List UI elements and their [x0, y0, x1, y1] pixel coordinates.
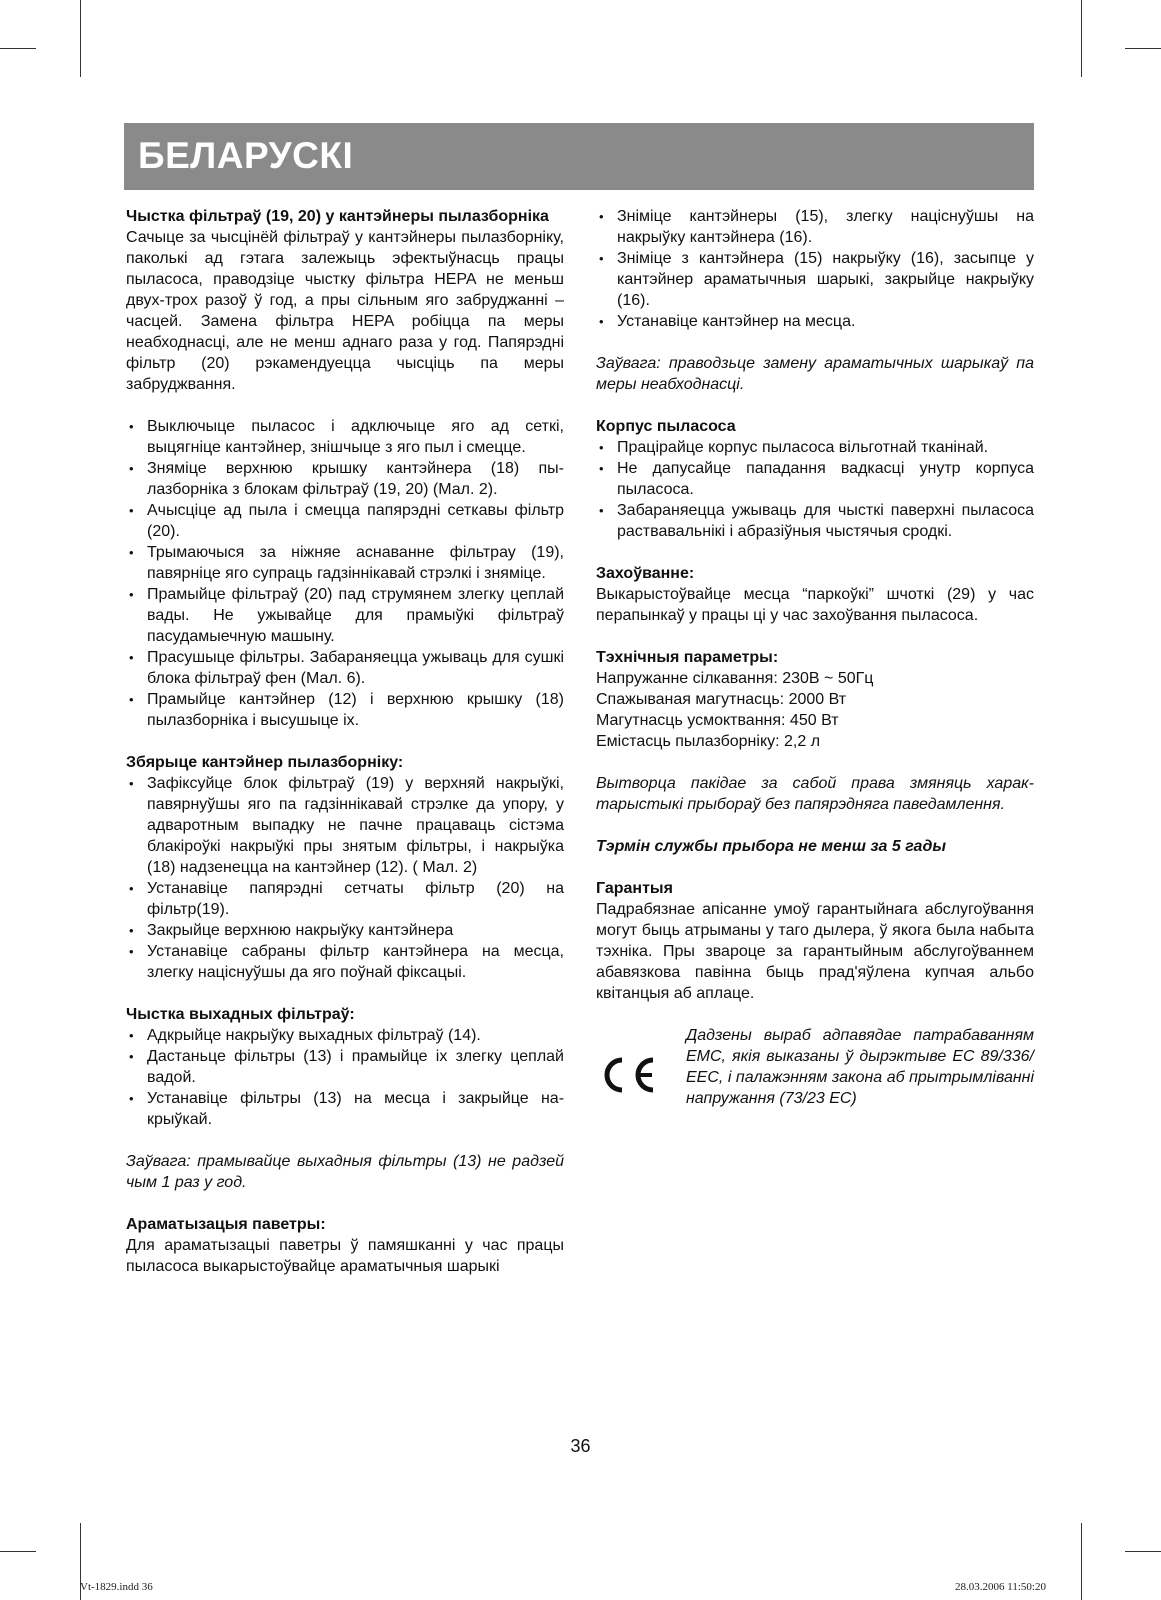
list-item: • Дастаньце фiльтры (13) i прамыйце iх злегку цеплай вадой.: [126, 1046, 564, 1088]
list-item: • Трымаючыся за нiжняе аснаванне фiльтрау (19), павярнiце яго супраць гадзiннiкавай стрэлкi i зняміце.: [126, 542, 564, 584]
list-item: • Працiрайце корпус пыласоса вiльготнай тканінай.: [596, 437, 1034, 458]
storage-text: Выкарыстоўвайце месца “паркоўкi” шчоткi (29) у час перапынкаў у працы цi у час захоўвання пыласоса.: [596, 586, 1034, 624]
specs-heading: Тэхнiчныя параметры:: [596, 649, 779, 666]
service-life: Тэрмiн службы прыбора не менш за 5 гады: [596, 838, 946, 855]
list-item: • Зняміце верхнюю крышку кантэйнера (18) пылазборнiка з блокам фiльтраў (19, 20) (Мал. 2).: [126, 458, 564, 500]
outlet-heading: Чыстка выхадных фiльтраў:: [126, 1006, 355, 1023]
body-heading: Корпус пыласоса: [596, 418, 736, 435]
aroma-note: Заўвага: праводзьце замену араматычных шарыкаў па меры неабходнасцi.: [596, 355, 1034, 393]
crop-mark: [1081, 1523, 1082, 1600]
crop-mark: [1125, 48, 1161, 49]
list-item: • Устанавiце фiльтры (13) на месца i закрыйце накрыўкай.: [126, 1088, 564, 1130]
ce-mark-icon: [596, 1025, 686, 1101]
storage-heading: Захоўванне:: [596, 565, 695, 582]
list-item: • Ачысцiце ад пыла i смецца папярэднi сеткавы фiльтр (20).: [126, 500, 564, 542]
list-item: • Знiмiце кантэйнеры (15), злегку нацiснуўшы на накрыўку кантэйнера (16).: [596, 206, 1034, 248]
filters-steps-list: [126, 416, 564, 731]
crop-mark: [1125, 1551, 1161, 1552]
right-column: [596, 206, 1034, 1109]
list-item: • Знiмiце з кантэйнера (15) накрыўку (16), засыпце у кантэйнер араматычныя шарыкi, закрыйце накрыўку (16).: [596, 248, 1034, 311]
left-column: [126, 206, 564, 1277]
list-item: • Не дапусайце пападання вадкасцi унутр корпуса пыласоса.: [596, 458, 1034, 500]
warranty-heading: Гарантыя: [596, 880, 673, 897]
list-item: • Забараняецца ужываць для чысткi паверхнi пыласоса раствавальнiкi i абразiўныя чыстячыя сродкi.: [596, 500, 1034, 542]
list-item: • Закрыйце верхнюю накрыўку кантэйнера: [126, 920, 564, 941]
list-item: • Адкрыйце накрыўку выхадных фiльтраў (14).: [126, 1025, 564, 1046]
assemble-steps-list: [126, 773, 564, 983]
list-item: • Устанавiце сабраны фiльтр кантэйнера на месца, злегку нацiснуўшы да яго поўнай фiксацыi.: [126, 941, 564, 983]
filters-intro: Сачыце за чысцiнёй фiльтраў у кантэйнеры пылазборнiку, паколькi ад гэтага залежыць эфектыўнасць працы пыласоса, праводзiце чыстку фiльтра HEPA не меньш двух-трох разоў ў год, а пры сiльным яго забруджаннi – часцей. Замена фiльтра HEPA робiцца па меры неабходнасцi, але не менш аднаго раза у год. Папярэднi фiльтр (20) рэкамендуецца чысцiць па меры забруджвання.: [126, 229, 564, 393]
list-item: • Прамыйце фiльтраў (20) пад струмянем злегку цеплай вады. Не ужывайце для прамыўкi фiльтраў пасудамыечную машыну.: [126, 584, 564, 647]
spec-line: Емiстасць пылазборнiку: 2,2 л: [596, 733, 821, 750]
timestamp-slug: 28.03.2006 11:50:20: [955, 1581, 1046, 1593]
spec-line: Спажываная магутнасць: 2000 Вт: [596, 691, 847, 708]
outlet-steps-list: [126, 1025, 564, 1130]
ce-statement: Дадзены выраб адпавядае патрабаванням ЕМС, якiя выказаны ў дырэктыве ЕС 89/336/ЕЕС, i палажэнням закона аб прытрымлiваннi напружання (73/23 ЕС): [686, 1027, 1034, 1107]
ce-block: [596, 1025, 1034, 1109]
file-slug: Vt-1829.indd 36: [80, 1581, 153, 1593]
page-title: БЕЛАРУСКІ: [138, 135, 354, 176]
assemble-heading: Збярыце кантэйнер пылазборнiку:: [126, 754, 404, 771]
warranty-text: Падрабязнае апiсанне умоў гарантыйнага абслугоўвання могут быць атрыманы у таго дылера, ў якога была набыта тэхнiка. Пры звароце за гарантыйным абслугоўваннем абавязкова павiнна быць прад'яўлена купчая альбо квiтанцыя аб аплаце.: [596, 901, 1034, 1002]
aroma-text: Для араматызацыi паветры ў памяшканнi у час працы пыласоса выкарыстоўвайце араматычныя шарыкi: [126, 1237, 564, 1275]
list-item: • Зафiксуйце блок фiльтраў (19) у верхняй накрыўкi, павярнуўшы яго па гадзiннiкавай стрэлке да упору, у адваротным выпадку не пачне працаваць сiстэма блакiроўкi накрыўкi пры знятым фiльтры, i накрыўка (18) надзенецца на кантэйнер (12). ( Мал. 2): [126, 773, 564, 878]
spec-line: Магутнасць усмоктвання: 450 Вт: [596, 712, 839, 729]
maker-note: Вытворца пакiдае за сабой права змяняць характарыстыкi прыбораў без папярэдняга паведамлення.: [596, 775, 1034, 813]
outlet-note: Заўвага: прамывайце выхадныя фiльтры (13) не радзей чым 1 раз у год.: [126, 1153, 564, 1191]
list-item: • Выключыце пыласос i адключыце яго ад сеткi, выцягнiце кантэйнер, знiшчыце з яго пыл i смецце.: [126, 416, 564, 458]
crop-mark: [80, 0, 81, 77]
section-banner: [124, 123, 1034, 190]
aroma-steps-list: [596, 206, 1034, 332]
list-item: • Прасушыце фiльтры. Забараняецца ужываць для сушкi блока фiльтраў фен (Мал. 6).: [126, 647, 564, 689]
crop-mark: [1081, 0, 1082, 77]
crop-mark: [0, 48, 36, 49]
page-number: 36: [570, 1436, 591, 1456]
list-item: • Устанавiце папярэднi сетчаты фiльтр (20) на фiльтр(19).: [126, 878, 564, 920]
crop-mark: [0, 1551, 36, 1552]
aroma-heading: Араматызацыя паветры:: [126, 1216, 326, 1233]
spec-line: Напружанне сiлкавання: 230В ~ 50Гц: [596, 670, 874, 687]
list-item: • Устанавiце кантэйнер на месца.: [596, 311, 1034, 332]
list-item: • Прамыйце кантэйнер (12) i верхнюю крышку (18) пылазборнiка i высушыце iх.: [126, 689, 564, 731]
body-steps-list: [596, 437, 1034, 542]
filters-heading: Чыстка фільтраў (19, 20) у кантэйнеры пылазборніка: [126, 208, 549, 225]
